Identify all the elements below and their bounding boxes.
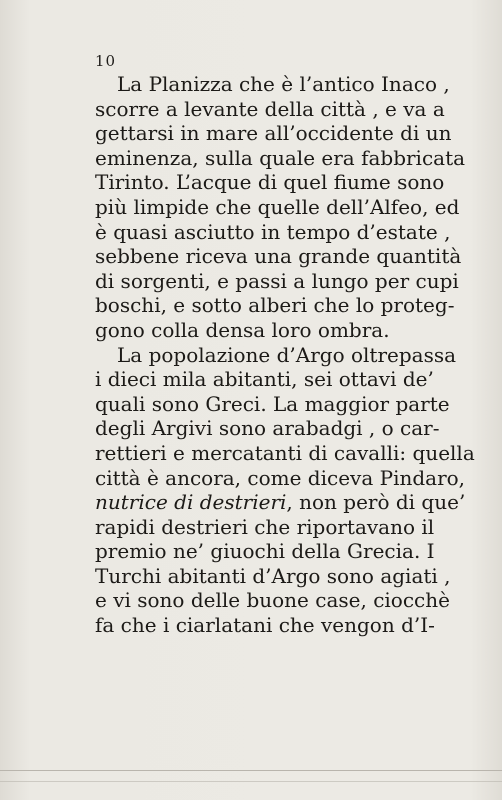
text-line: città è ancora, come diceva Pindaro, <box>95 465 466 490</box>
text-line: premio ne’ giuochi della Grecia. I <box>95 539 435 564</box>
text-line: Turchi abitanti d’Argo sono agiati , <box>95 563 451 588</box>
page-edge-line <box>0 781 502 782</box>
text-line: sebbene riceva una grande quantità <box>95 244 462 269</box>
body-text <box>95 72 475 638</box>
text-line: di sorgenti, e passi a lungo per cupi <box>95 268 459 293</box>
text-line: e vi sono delle buone case, ciocchè <box>95 588 450 613</box>
text-line: più limpide che quelle dell’Alfeo, ed <box>95 194 460 219</box>
text-line: scorre a levante della città , e va a <box>95 96 445 121</box>
text-line: gono colla densa loro ombra. <box>95 317 390 342</box>
text-line: gettarsi in mare all’occidente di un <box>95 121 452 146</box>
page-edge-line <box>0 770 502 771</box>
text-line: eminenza, sulla quale era fabbricata <box>95 145 466 170</box>
italic-phrase: nutrice di destrieri <box>95 490 287 515</box>
text-line-mixed <box>95 490 466 515</box>
page-number: 10 <box>95 52 117 70</box>
text-line: La popolazione d’Argo oltrepassa <box>117 342 457 367</box>
text-line: i dieci mila abitanti, sei ottavi de’ <box>95 367 434 392</box>
text-line: boschi, e sotto alberi che lo proteg- <box>95 293 455 318</box>
text-fragment: , non però di que’ <box>286 490 466 515</box>
text-line: degli Argivi sono arabadgi , o car- <box>95 416 440 441</box>
text-line: fa che i ciarlatani che vengon d’I- <box>95 613 435 638</box>
text-line: La Planizza che è l’antico Inaco , <box>117 72 450 96</box>
text-line: rapidi destrieri che riportavano il <box>95 514 435 539</box>
text-line: Tirinto. L’acque di quel fiume sono <box>95 170 445 195</box>
text-line: rettieri e mercatanti di cavalli: quella <box>95 440 475 465</box>
text-line: quali sono Greci. La maggior parte <box>95 391 450 416</box>
text-line: è quasi asciutto in tempo d’estate , <box>95 219 451 244</box>
